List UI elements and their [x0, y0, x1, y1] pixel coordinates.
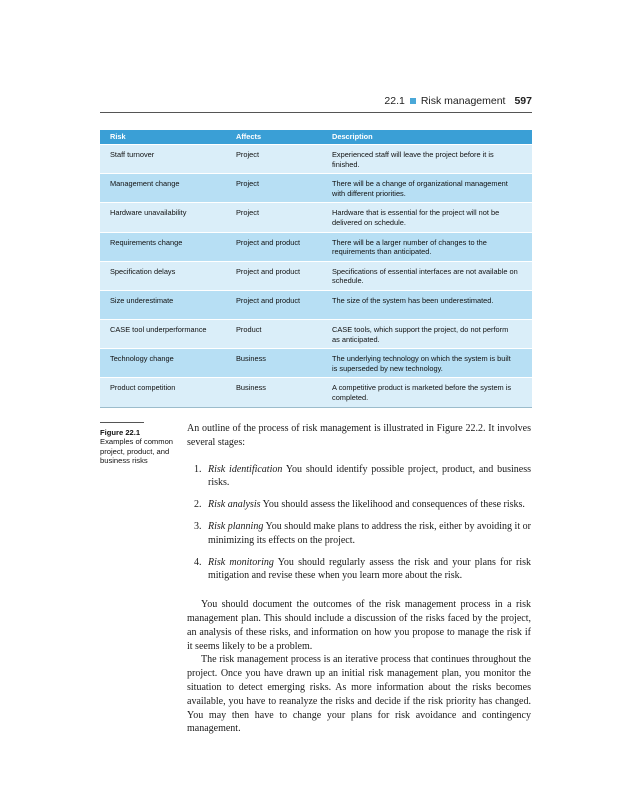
affects-cell: Project	[226, 145, 322, 174]
risk-cell: Management change	[100, 174, 226, 203]
table-row	[100, 349, 532, 378]
figure-label: Figure 22.1	[100, 428, 141, 437]
table-row	[100, 319, 532, 348]
risk-cell: Technology change	[100, 349, 226, 378]
square-bullet-icon	[410, 98, 416, 104]
page-number: 597	[514, 95, 532, 107]
table-row	[100, 174, 532, 203]
affects-cell: Project and product	[226, 232, 322, 261]
paragraph-document-plan: You should document the outcomes of the risk management process in a risk management plan. This should include a discussion of the risks faced by the project, an analysis of these risks, and information on how you propose to manage the risk if it seems likely to be a problem.	[187, 599, 531, 652]
intro-paragraph: An outline of the process of risk management is illustrated in Figure 22.2. It involves several stages:	[187, 423, 531, 448]
risk-cell: Requirements change	[100, 232, 226, 261]
list-number: 3.	[194, 520, 202, 532]
affects-cell: Product	[226, 319, 322, 348]
list-item	[187, 463, 531, 491]
table-row	[100, 145, 532, 174]
description-cell: Hardware that is essential for the project will not be delivered on schedule.	[322, 203, 532, 232]
risk-cell: Hardware unavailability	[100, 203, 226, 232]
description-cell: Experienced staff will leave the project before it is finished.	[322, 145, 532, 174]
risk-cell: Product competition	[100, 378, 226, 407]
stage-text: You should regularly assess the risk and your plans for risk mitigation and revise these when you learn more about the risk.	[208, 556, 531, 582]
affects-cell: Project and product	[226, 290, 322, 319]
section-title: Risk management	[420, 95, 506, 107]
description-cell: There will be a larger number of changes to the requirements than anticipated.	[322, 232, 532, 261]
stage-text: You should assess the likelihood and consequences of these risks.	[260, 499, 525, 511]
header-rule	[100, 112, 532, 113]
figure-caption	[100, 428, 195, 466]
risk-cell: Specification delays	[100, 261, 226, 290]
stage-term: Risk monitoring	[208, 556, 274, 568]
risk-cell: CASE tool underperformance	[100, 319, 226, 348]
stage-term: Risk identification	[208, 463, 283, 475]
section-number: 22.1	[384, 95, 405, 107]
description-cell: A competitive product is marketed before the system is completed.	[322, 378, 532, 407]
affects-cell: Business	[226, 349, 322, 378]
stage-term: Risk analysis	[208, 499, 261, 511]
list-item	[187, 498, 531, 512]
list-item	[187, 556, 531, 584]
description-cell: There will be a change of organizational management with different priorities.	[322, 174, 532, 203]
table-row	[100, 232, 532, 261]
risk-table	[100, 130, 532, 408]
paragraph-iterative-process: The risk management process is an iterative process that continues throughout the project. Once you have drawn up an initial risk management plan, you monitor the situation to detect emerging risks. As more information about the risks becomes available, you have to reanalyze the risks and decide if the risk priority has changed. You may then have to change your plans for risk avoidance and contingency management.	[187, 654, 531, 735]
table-row	[100, 203, 532, 232]
description-cell: The size of the system has been underestimated.	[322, 290, 532, 319]
affects-cell: Business	[226, 378, 322, 407]
body-text	[187, 422, 531, 736]
risk-cell: Size underestimate	[100, 290, 226, 319]
table-row	[100, 378, 532, 407]
description-cell: CASE tools, which support the project, do not perform as anticipated.	[322, 319, 532, 348]
column-header-description: Description	[322, 130, 532, 145]
description-cell: The underlying technology on which the system is built is superseded by new technology.	[322, 349, 532, 378]
stage-term: Risk planning	[208, 520, 264, 532]
caption-rule	[100, 422, 144, 423]
column-header-risk: Risk	[100, 130, 226, 145]
figure-caption-text: Examples of common project, product, and business risks	[100, 437, 174, 466]
list-number: 4.	[194, 556, 202, 568]
list-item	[187, 520, 531, 548]
affects-cell: Project	[226, 203, 322, 232]
table-row	[100, 261, 532, 290]
list-number: 2.	[194, 499, 202, 511]
stage-text: You should make plans to address the risk, either by avoiding it or minimizing its effects on the project.	[208, 520, 531, 546]
description-cell: Specifications of essential interfaces are not available on schedule.	[322, 261, 532, 290]
column-header-affects: Affects	[226, 130, 322, 145]
affects-cell: Project and product	[226, 261, 322, 290]
running-header	[100, 95, 532, 111]
table-row	[100, 290, 532, 319]
affects-cell: Project	[226, 174, 322, 203]
risk-cell: Staff turnover	[100, 145, 226, 174]
stages-list	[187, 463, 531, 584]
list-number: 1.	[194, 463, 202, 475]
table-header-row	[100, 130, 532, 145]
stage-text: You should identify possible project, product, and business risks.	[208, 463, 532, 489]
